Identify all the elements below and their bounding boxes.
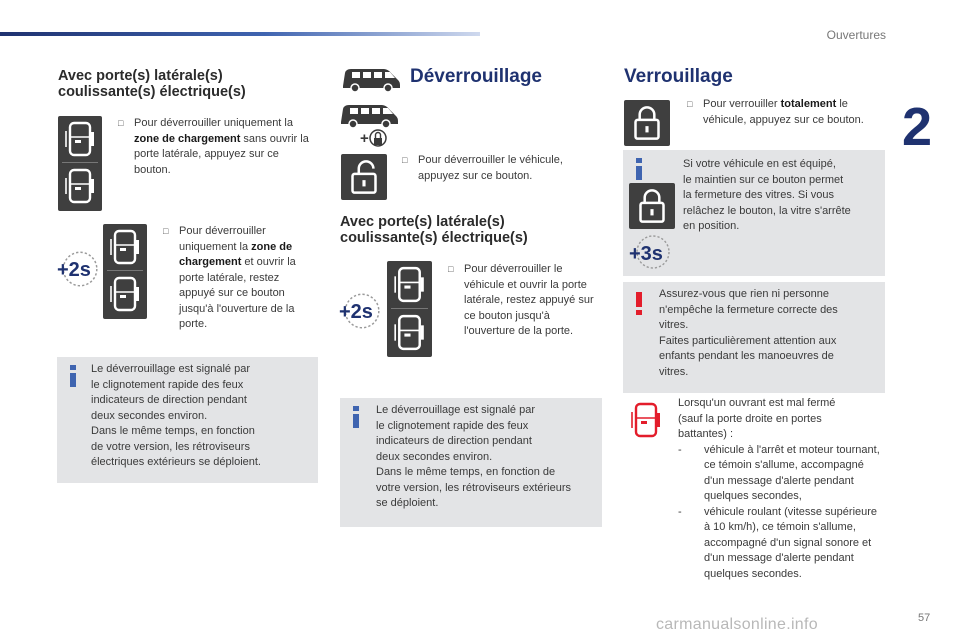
col2-subtitle: Avec porte(s) latérale(s) coulissante(s) électrique(s) xyxy=(340,214,528,246)
col3-info-box xyxy=(623,150,885,276)
hold-label: +2s xyxy=(339,301,373,323)
load-zone-open-button xyxy=(103,224,147,319)
lock-hold-button xyxy=(629,183,675,229)
door-open-icon xyxy=(387,309,432,356)
col3-info-text: Si votre véhicule en est équipé, le maintien sur ce bouton permet la fermeture des vitres. Si vous relâchez le bouton, la vitre s'arrête en position. xyxy=(683,158,851,232)
col1-step1: □ Pour déverrouiller uniquement la zone de chargement sans ouvrir la porte latérale, appuyez sur ce bouton. xyxy=(118,117,309,176)
side-door-open-button xyxy=(387,261,432,357)
load-zone-unlock-button xyxy=(58,116,102,211)
bullet-icon: □ xyxy=(118,118,124,128)
svg-text:+: + xyxy=(360,130,369,147)
col2-info-text: Le déverrouillage est signalé par le clignotement rapide des feux indicateurs de direction pendant deux secondes environ. Dans le même temps, en fonction de votre version, les rétroviseurs extérieurs se déploient. xyxy=(376,404,572,509)
watermark: carmanualsonline.info xyxy=(656,616,818,633)
door-open-icon xyxy=(103,224,147,270)
col3-note-intro: Lorsqu'un ouvrant est mal fermé (sauf la porte droite en portes battantes) : xyxy=(678,397,836,440)
bullet-icon: □ xyxy=(687,99,693,109)
padlock-open-icon xyxy=(341,154,387,200)
col1-title: Avec porte(s) latérale(s) coulissante(s) électrique(s) xyxy=(58,68,246,100)
col3-step1: □ Pour verrouiller totalement le véhicule, appuyez sur ce bouton. xyxy=(687,98,864,126)
info-icon xyxy=(636,158,642,180)
chapter-number: 2 xyxy=(902,97,933,157)
warning-icon xyxy=(636,292,642,316)
hold-label: +3s xyxy=(629,243,663,265)
padlock-icon xyxy=(624,100,670,146)
chapter-title: Ouvertures xyxy=(826,28,886,42)
van-icon xyxy=(340,64,402,94)
col3-note xyxy=(678,396,885,582)
door-open-warning-icon xyxy=(630,398,666,444)
bullet-icon: □ xyxy=(448,264,454,274)
timer-2s-icon xyxy=(337,288,383,334)
page-number: 57 xyxy=(918,612,931,624)
col1-info-text: Le déverrouillage est signalé par le clignotement rapide des feux indicateurs de direction pendant deux secondes environ. Dans le même temps, en fonction de votre version, les rétroviseurs électriques extérieurs se déploient. xyxy=(91,363,261,468)
col3-note-item: - véhicule roulant (vitesse supérieure à 10 km/h), ce témoin s'allume, accompagné d'un signal sonore et d'un message d'alerte pendant quelques secondes. xyxy=(678,505,878,580)
hold-label: +2s xyxy=(57,259,91,281)
col1-step2: □ Pour déverrouiller uniquement la zone de chargement et ouvrir la porte latérale, restez appuyé sur ce bouton jusqu'à l'ouverture de la porte. xyxy=(163,225,296,330)
col3-title: Verrouillage xyxy=(624,66,733,87)
unlock-button xyxy=(341,154,387,200)
timer-3s-icon xyxy=(627,232,675,272)
info-icon xyxy=(353,406,359,428)
padlock-icon xyxy=(629,183,675,229)
door-open-icon xyxy=(103,271,147,317)
header-gradient-bar xyxy=(0,32,480,36)
bullet-icon: □ xyxy=(163,226,169,236)
col2-title: Déverrouillage xyxy=(410,66,542,87)
col2-info-box xyxy=(340,398,602,527)
door-open-icon xyxy=(387,261,432,308)
col3-note-item: - véhicule à l'arrêt et moteur tournant, ce témoin s'allume, accompagné d'un message d'alerte pendant quelques secondes, xyxy=(678,443,880,502)
door-open-icon xyxy=(58,116,102,162)
col3-warning-box xyxy=(623,282,885,393)
door-open-icon xyxy=(58,163,102,209)
info-icon xyxy=(70,365,76,387)
col2-step1: □ Pour déverrouiller le véhicule, appuyez sur ce bouton. xyxy=(402,154,563,182)
van-with-key-icon xyxy=(338,100,404,150)
col3-warning-text: Assurez-vous que rien ni personne n'empêche la fermeture correcte des vitres. Faites particulièrement attention aux enfants pendant les manoeuvres de vitres. xyxy=(659,288,838,378)
col2-step2: □ Pour déverrouiller le véhicule et ouvrir la porte latérale, restez appuyé sur ce bouton jusqu'à l'ouverture de la porte. xyxy=(448,263,594,337)
timer-2s-icon xyxy=(55,246,101,292)
bullet-icon: □ xyxy=(402,155,408,165)
col1-info-box xyxy=(57,357,318,483)
lock-button xyxy=(624,100,670,146)
